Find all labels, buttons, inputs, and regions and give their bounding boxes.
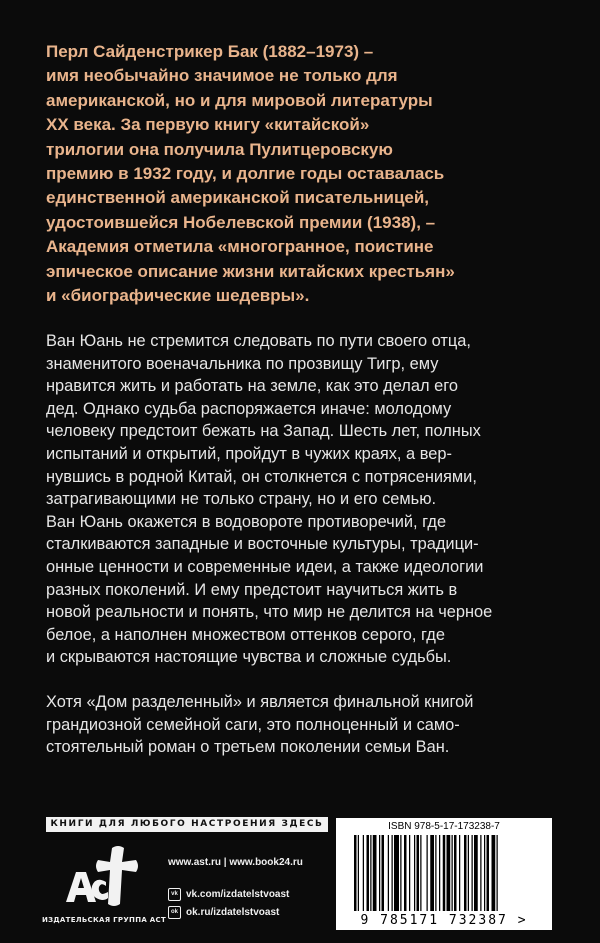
- barcode-bar: [487, 835, 490, 911]
- barcode-bar: [373, 835, 377, 911]
- publisher-websites: www.ast.ru | www.book24.ru: [168, 857, 303, 868]
- barcode-bar: [388, 835, 389, 911]
- body-line: дед. Однако судьба распоряжается иначе: молодому: [46, 399, 452, 418]
- body-line: Ван Юань не стремится следовать по пути своего отца,: [46, 332, 471, 350]
- body-line: стоятельный роман о третьем поколении семьи Ван.: [46, 738, 450, 757]
- intro-line: трилогии она получила Пулитцеровскую: [46, 139, 393, 159]
- body-line: нравится жить и работать на земле, как это делал его: [46, 377, 458, 396]
- barcode-digits: 9 785171 732387 >: [360, 913, 528, 928]
- plot-summary: [46, 330, 566, 669]
- barcode-bar: [443, 835, 446, 911]
- body-line: и скрываются настоящие чувства и сложные судьбы.: [46, 648, 452, 667]
- ok-icon: ok: [168, 906, 181, 919]
- body-line: нувшись в родной Китай, он столкнется с потрясениями,: [46, 467, 477, 486]
- social-links: [168, 887, 289, 923]
- body-line: белое, а наполнен множеством оттенков серого, где: [46, 625, 445, 644]
- body-line: сталкиваются западные и восточные культуры, традици-: [46, 535, 479, 554]
- vk-icon: vk: [168, 888, 181, 901]
- closing-paragraph: [46, 691, 566, 759]
- intro-line: Академия отметила «многогранное, поистине: [46, 237, 434, 257]
- barcode-bar: [427, 835, 428, 911]
- publisher-caption: ИЗДАТЕЛЬСКАЯ ГРУППА АСТ: [41, 916, 167, 924]
- barcode-bar: [459, 835, 460, 911]
- isbn-number: ISBN 978-5-17-173238-7: [388, 821, 500, 832]
- intro-line: удостоившейся Нобелевской премии (1938), –: [46, 212, 436, 232]
- barcode-bar: [392, 835, 393, 911]
- author-intro: [46, 40, 566, 308]
- barcode-bar: [447, 835, 451, 911]
- intro-line: единственной американской писательницей,: [46, 188, 430, 208]
- act-logo-icon: [60, 842, 146, 912]
- barcode-bar: [379, 835, 380, 911]
- publisher-logo: [60, 842, 146, 912]
- isbn-barcode-box: [336, 818, 552, 930]
- barcode-bar: [484, 835, 485, 911]
- body-line: онные ценности и современные идеи, а также идеологии: [46, 557, 484, 576]
- barcode-bar: [452, 835, 453, 911]
- intro-line: Перл Сайденстрикер Бак (1882–1973) –: [46, 42, 374, 61]
- barcode-bar: [367, 835, 370, 911]
- body-line: затрагивающими не только страну, но и его семью.: [46, 490, 437, 509]
- barcode-bar: [414, 835, 415, 911]
- barcode-bar: [472, 835, 473, 911]
- barcode-bar: [358, 835, 359, 911]
- barcode-bar: [404, 835, 407, 911]
- social-link-text: ok.ru/izdatelstvoast: [186, 907, 280, 918]
- body-line: Хотя «Дом разделенный» и является финальной книгой: [46, 693, 474, 711]
- body-line: новой реальности и понять, что мир не делится на черное: [46, 603, 493, 622]
- intro-line: XX века. За первую книгу «китайской»: [46, 115, 370, 135]
- intro-line: эпическое описание жизни китайских крестьян»: [46, 261, 455, 281]
- body-line: знаменитого военачальника по прозвищу Тигр, ему: [46, 354, 439, 373]
- barcode-bar: [354, 835, 357, 911]
- barcode-bar: [382, 835, 385, 911]
- tagline-banner: КНИГИ ДЛЯ ЛЮБОГО НАСТРОЕНИЯ ЗДЕСЬ: [46, 817, 328, 832]
- barcode-bar: [492, 835, 496, 911]
- barcode-bar: [435, 835, 436, 911]
- barcode-bar: [370, 835, 371, 911]
- barcode-bar: [409, 835, 410, 911]
- intro-line: имя необычайно значимое не только для: [46, 66, 398, 86]
- barcode-bar: [439, 835, 440, 911]
- intro-line: американской, но и для мировой литературы: [46, 90, 433, 110]
- body-line: Ван Юань окажется в водовороте противоречий, где: [46, 512, 447, 531]
- body-line: человеку предстоит бежать на Запад. Шесть лет, полных: [46, 422, 481, 441]
- barcode-bar: [464, 835, 467, 911]
- social-link-vk[interactable]: [168, 887, 289, 902]
- barcode-bar: [394, 835, 399, 911]
- barcode-bar: [468, 835, 469, 911]
- barcode-bar: [400, 835, 401, 911]
- social-link-ok[interactable]: [168, 905, 289, 920]
- barcode-bar: [420, 835, 421, 911]
- body-line: грандиозной семейной саги, это полноценный и само-: [46, 715, 460, 734]
- body-line: разных поколений. И ему предстоит научиться жить в: [46, 580, 458, 599]
- barcode-bar: [417, 835, 420, 911]
- body-line: испытаний и открытий, пройдут в чужих краях, а вер-: [46, 444, 452, 463]
- barcode-bar: [430, 835, 434, 911]
- barcode-bar: [363, 835, 364, 911]
- barcode-bar: [480, 835, 481, 911]
- barcode-bar: [454, 835, 457, 911]
- barcode-icon: [352, 835, 536, 913]
- intro-line: и «биографические шедевры».: [46, 286, 310, 306]
- intro-line: премию в 1932 году, и долгие годы оставалась: [46, 164, 445, 184]
- social-link-text: vk.com/izdatelstvoast: [186, 889, 290, 900]
- barcode-bar: [497, 835, 498, 911]
- barcode-bar: [474, 835, 478, 911]
